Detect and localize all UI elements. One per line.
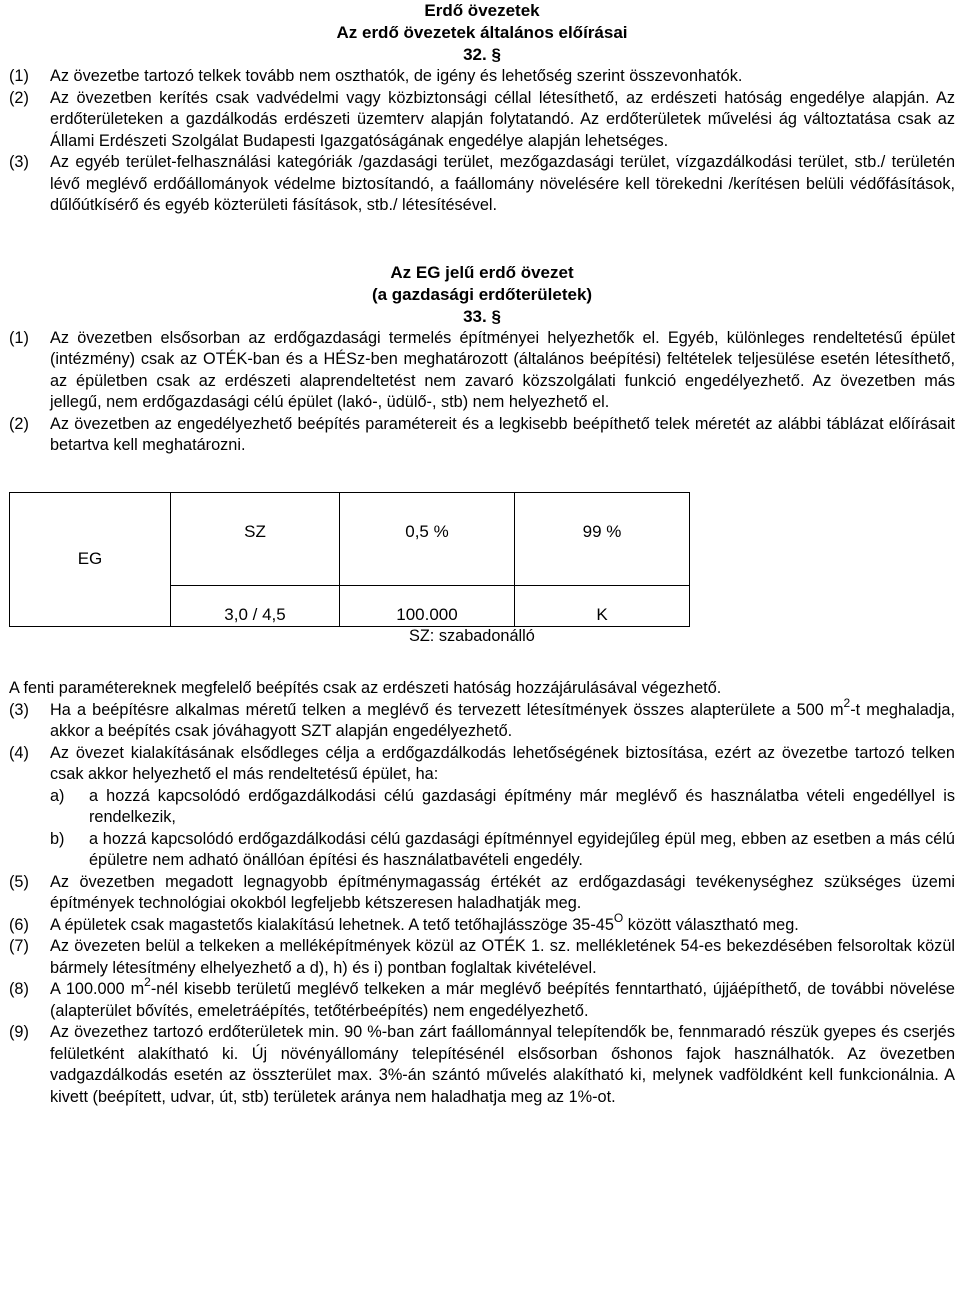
eg-zone-subtitle: (a gazdasági erdőterületek) [371, 284, 593, 304]
paragraph-text [50, 910, 955, 937]
paragraph-number: (8) [9, 980, 29, 998]
text-part: -t meghaladja, akkor a beépítés csak jóváhagyott SZT alapján engedélyezhető. [50, 700, 955, 740]
text-part: A 100.000 m [50, 980, 145, 998]
document-page [9, 0, 955, 1108]
paragraph-number: (1) [9, 328, 29, 347]
chapter-title: Erdő övezetek [424, 1, 540, 20]
paragraph-number: (9) [9, 1023, 29, 1041]
paragraph-text: Az övezetben az engedélyezhető beépítés paramétereit és a legkisebb beépíthető telek méretét az alábbi táblázat előírásait betartva kell meghatározni. [50, 414, 955, 454]
s32-paragraph-3 [9, 152, 955, 217]
table-cell: 3,0 / 4,5 [171, 585, 340, 626]
paragraph-text [50, 975, 955, 1022]
s33-paragraph-3 [9, 695, 955, 743]
table-cell: 99 % [515, 492, 690, 585]
paragraph-number: (5) [9, 872, 29, 891]
paragraph-number: (2) [9, 88, 29, 107]
s33-paragraph-4b [9, 829, 955, 872]
paragraph-number: (2) [9, 414, 29, 433]
text-part: -nél kisebb területű meglévő telkeken a már meglévő beépítés fenntartható, újjáépíthető, de további növelése (alapterület bővítés, emeletráépítés, tetőtérbeépítés) nem engedélyezhető. [50, 980, 955, 1020]
superscript: O [613, 910, 624, 925]
paragraph-text [50, 695, 955, 743]
item-label: b) [50, 829, 65, 848]
paragraph-text: Az övezetben megadott legnagyobb építménymagasság értékét az erdőgazdasági tevékenységhez szükséges üzemi építmények technológiai okokból legfeljebb kétszeresen haladhatják meg. [50, 872, 955, 912]
table-cell: 100.000 [340, 585, 515, 626]
paragraph-number: (6) [9, 915, 29, 934]
text-part: A épületek csak magastetős kialakítású lehetnek. A tető tetőhajlásszöge 35-45 [50, 915, 614, 934]
section-number-33: 33. § [463, 306, 501, 326]
s33-paragraph-2 [9, 414, 955, 457]
parameters-table [9, 492, 690, 627]
table-cell: 0,5 % [340, 492, 515, 585]
paragraph-number: (3) [9, 153, 29, 171]
superscript: 2 [843, 695, 851, 710]
item-text: a hozzá kapcsolódó erdőgazdálkodási célú gazdasági építmény már meglévő és használatba vételi engedéllyel is rendelkezik, [89, 786, 955, 826]
s32-paragraph-1 [9, 66, 955, 88]
paragraph-text: Az övezetben elsősorban az erdőgazdasági termelés építményei helyezhetők el. Egyéb, különleges rendeltetésű épület (intézmény) csak az OTÉK-ban és a HÉSz-ben meghatározott (általános beépítési) feltételek teljesülése esetén létesíthető, az épületben csak az erdészeti alaprendeltetést nem zavaró közszolgálati funkció engedélyezhető. Az övezetben más jellegű, nem erdőgazdasági célú épület (lakó-, üdülő-, stb) nem helyezhető el. [50, 328, 955, 411]
table-cell-zone: EG [10, 492, 171, 626]
item-text: a hozzá kapcsolódó erdőgazdálkodási célú gazdasági építménnyel egyidejűleg épül meg, ebben az esetben a más célú épületre nem adható önállóan építési és használatbavételi engedély. [89, 829, 955, 869]
eg-zone-title: Az EG jelű erdő övezet [390, 262, 574, 282]
paragraph-number: (1) [9, 67, 29, 85]
paragraph-number: (7) [9, 937, 29, 955]
table-row [10, 492, 690, 585]
section-title: Az erdő övezetek általános előírásai [336, 23, 628, 42]
s32-paragraph-2 [9, 88, 955, 153]
paragraph-text: Az egyéb terület-felhasználási kategóriák /gazdasági terület, mezőgazdasági terület, vízgazdálkodási terület, stb./ területén lévő meglévő erdőállományok védelme biztosítandó, a faállomány növelésére kell törekedni /kerítésen belüli védőfásítások, dűlőútkísérő és egyéb közterületi fásítások, stb./ létesítésével. [50, 153, 955, 214]
s33-paragraph-4 [9, 743, 955, 786]
paragraph-number: (4) [9, 743, 29, 762]
table-cell: K [515, 585, 690, 626]
s33-paragraph-4a [9, 786, 955, 829]
paragraph-text: Az övezetbe tartozó telkek tovább nem oszthatók, de igény és lehetőség szerint összevonhatók. [50, 67, 743, 85]
text-part: között választható meg. [623, 915, 799, 934]
text-part: Ha a beépítésre alkalmas méretű telken a meglévő és tervezett létesítmények összes alapterülete a 500 m [50, 700, 844, 719]
s33-paragraph-6 [9, 910, 955, 937]
s33-paragraph-5 [9, 872, 955, 915]
table-legend: SZ: szabadonálló [409, 626, 535, 645]
paragraph-text: Az övezeten belül a telkeken a melléképítmények közül az OTÉK 1. sz. mellékletének 54-es bekezdésében felsoroltak közül bármely létesítmény elhelyezhető a d), h) és i) pontban foglaltak kivételével. [50, 937, 955, 977]
paragraph-text: Az övezet kialakításának elsődleges célja a erdőgazdálkodás lehetőségének biztosítása, ezért az övezetbe tartozó telken csak akkor helyezhető el más rendeltetésű épület, ha: [50, 743, 955, 783]
paragraph-number: (3) [9, 700, 29, 719]
table-cell: SZ [171, 492, 340, 585]
section-number-32: 32. § [463, 45, 501, 64]
paragraph-text: Az övezetben kerítés csak vadvédelmi vagy közbiztonsági céllal létesíthető, az erdészeti hatóság engedélye alapján. Az erdőterületeken a gazdálkodás erdészeti üzemterv alapján folytatandó. Az erdőterületek művelési ág változtatása csak az Állami Erdészeti Szolgálat Budapesti Igazgatóságának engedélye alapján lehetséges. [50, 88, 955, 150]
s33-paragraph-1 [9, 328, 955, 414]
superscript: 2 [144, 975, 151, 989]
paragraph-text: Az övezethez tartozó erdőterületek min. 90 %-ban zárt faállománnyal telepítendők be, fennmaradó részük gyepes és cserjés felületként alakítható ki. Új növényállomány telepítésénél elsősorban őshonos fajok használhatók. Az övezetben vadgazdálkodás esetén az összterület max. 3%-án szántó művelés alakítható ki, melynek vadföldként kell funkcionálnia. A kivett (beépített, udvar, út, stb) területek aránya nem haladhatja meg az 1%-ot. [50, 1023, 955, 1106]
s33-paragraph-8 [9, 975, 955, 1022]
s33-paragraph-9 [9, 1022, 955, 1108]
rules-intro: A fenti paramétereknek megfelelő beépítés csak az erdészeti hatóság hozzájárulásával végezhető. [9, 679, 722, 697]
item-label: a) [50, 786, 65, 805]
s33-paragraph-7 [9, 936, 955, 979]
